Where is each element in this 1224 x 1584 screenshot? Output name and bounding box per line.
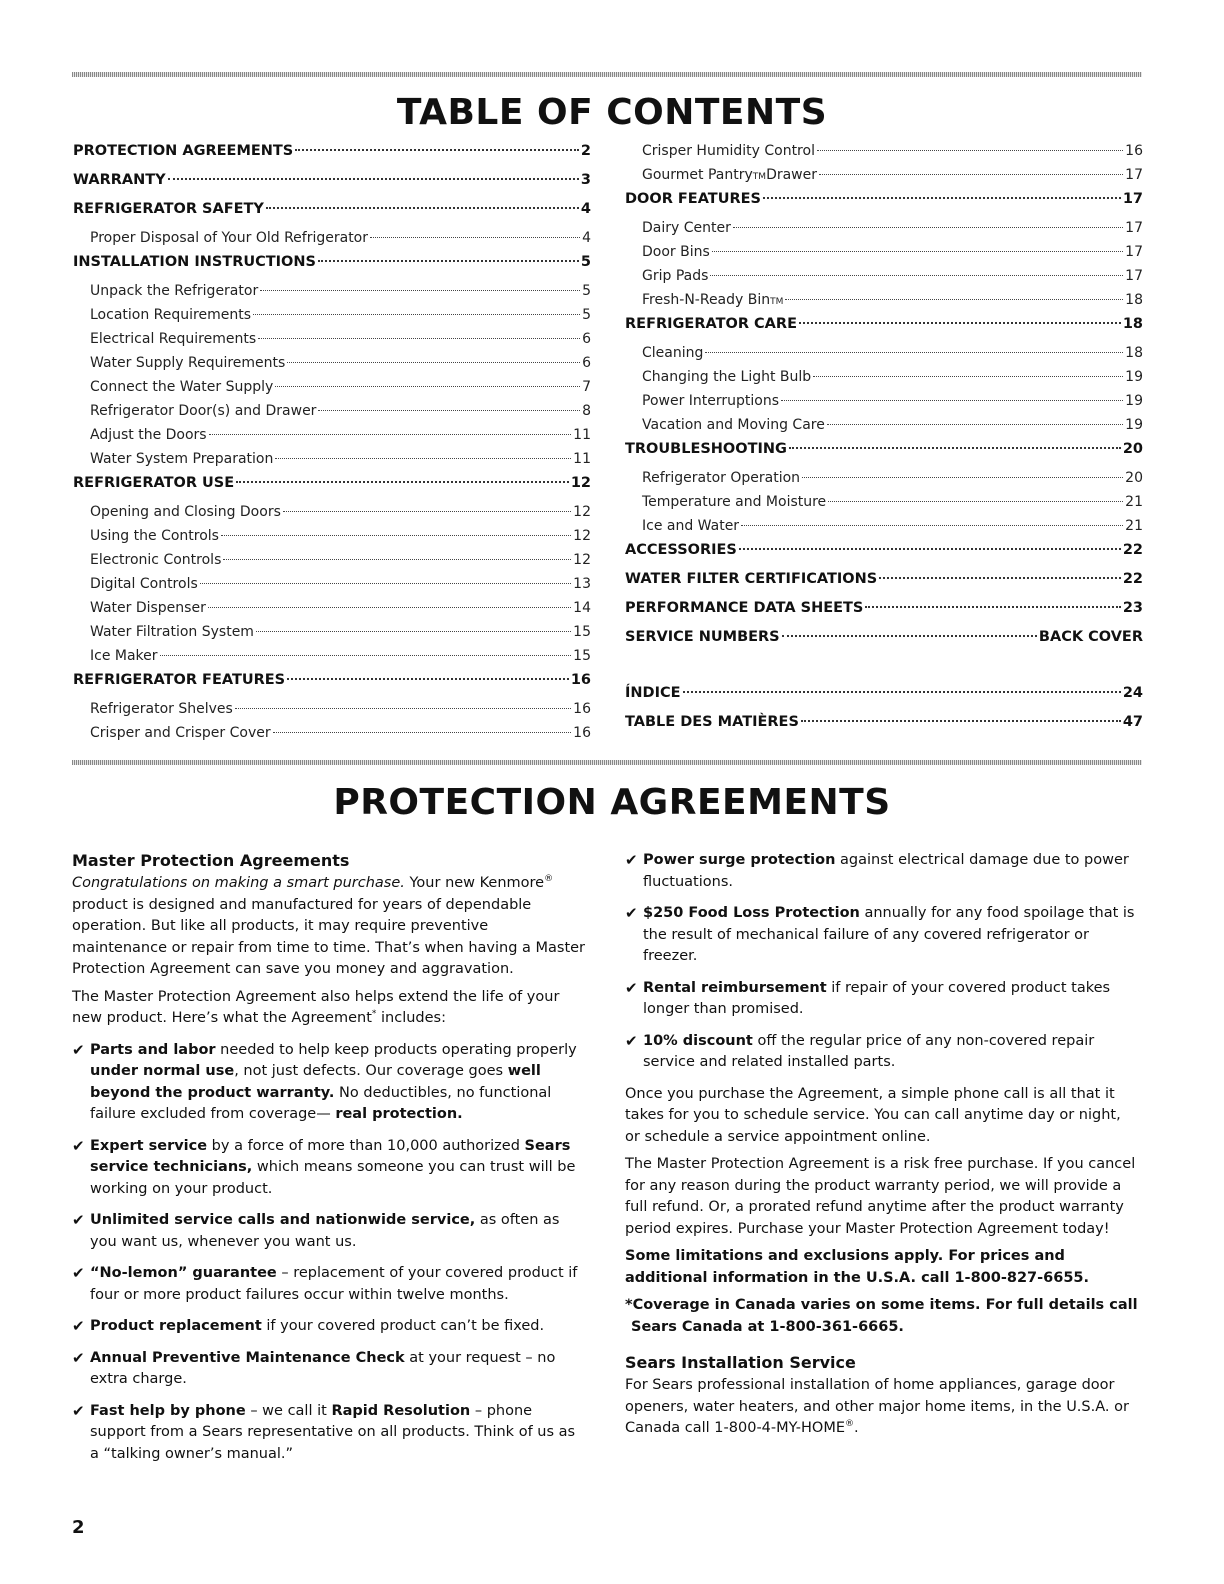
toc-section-entry — [73, 143, 591, 172]
toc-dot-leader — [712, 251, 1123, 252]
toc-dot-leader — [160, 655, 572, 656]
toc-page-number: 6 — [582, 355, 591, 371]
toc-dot-leader — [763, 197, 1121, 199]
toc-dot-leader — [739, 548, 1121, 550]
toc-page-number: 18 — [1125, 345, 1143, 361]
toc-section-entry — [625, 629, 1143, 658]
toc-entry-label: Refrigerator Operation — [642, 470, 801, 486]
toc-subsection-entry — [625, 518, 1143, 542]
toc-dot-leader — [235, 708, 571, 709]
bullet-food-loss: ✔ $250 Food Loss Protection annually for any food spoilage that is the result of mechanical failure of any covered refrigerator or freezer. — [625, 904, 1135, 964]
toc-dot-leader — [817, 150, 1123, 151]
bullet-unlimited-service: ✔ Unlimited service calls and nationwide service, as often as you want us, whenever you want us. — [72, 1211, 560, 1250]
check-icon: ✔ — [72, 1317, 85, 1335]
toc-entry-label: REFRIGERATOR SAFETY — [73, 201, 264, 217]
toc-entry-label: SERVICE NUMBERS — [625, 629, 780, 645]
toc-dot-leader — [200, 583, 571, 584]
toc-page-number: 8 — [582, 403, 591, 419]
toc-section-entry — [625, 714, 1143, 743]
bullet-rental-reimbursement: ✔ Rental reimbursement if repair of your covered product takes longer than promised. — [625, 978, 1111, 1017]
bullet-no-lemon: ✔ “No-lemon” guarantee – replacement of your covered product if four or more product failures occur within twelve months. — [72, 1264, 578, 1303]
toc-dot-leader — [801, 720, 1121, 722]
toc-dot-leader — [273, 732, 572, 733]
toc-page-number: 14 — [573, 600, 591, 616]
toc-subsection-entry — [625, 220, 1143, 244]
check-icon: ✔ — [625, 851, 638, 869]
toc-dot-leader — [705, 352, 1123, 353]
toc-subsection-entry — [625, 393, 1143, 417]
intro-paragraph: Congratulations on making a smart purchase. Your new Kenmore® product is designed and manufactured for years of dependable operation. But like all products, it may require preventive maintenance or repair from time to time. That’s when having a Master Protection Agreement can save you money and aggravation. — [72, 874, 586, 977]
toc-page-number: 17 — [1125, 268, 1143, 284]
toc-subsection-entry — [73, 403, 591, 427]
toc-subsection-entry — [73, 528, 591, 552]
toc-page-number: 5 — [582, 307, 591, 323]
toc-dot-leader — [287, 678, 569, 680]
limitations-paragraph: Some limitations and exclusions apply. For prices and additional information in the U.S.A. call 1-800-827-6655. — [625, 1248, 1090, 1286]
check-icon: ✔ — [72, 1040, 85, 1059]
check-icon: ✔ — [625, 904, 638, 922]
toc-page-number: 12 — [573, 504, 591, 520]
bullet-fast-help: ✔ Fast help by phone – we call it Rapid Resolution – phone support from a Sears representative on all products. Think of us as a “talking owner’s manual.” — [72, 1401, 576, 1462]
toc-page-number: 18 — [1125, 292, 1143, 308]
toc-page-number: 4 — [582, 230, 591, 246]
toc-page-number: 16 — [1125, 143, 1143, 159]
toc-subsection-entry — [73, 725, 591, 749]
toc-entry-label: Cleaning — [642, 345, 704, 361]
toc-dot-leader — [370, 237, 580, 238]
toc-subsection-entry — [73, 504, 591, 528]
check-icon: ✔ — [72, 1401, 85, 1420]
bullet-annual-check: ✔ Annual Preventive Maintenance Check at your request – no extra charge. — [72, 1348, 556, 1387]
middle-divider — [72, 760, 1142, 765]
toc-page-number: 19 — [1125, 369, 1143, 385]
toc-section-entry — [73, 254, 591, 283]
toc-page-number: BACK COVER — [1038, 629, 1143, 645]
page-number: 2 — [72, 1517, 85, 1538]
installation-heading: Sears Installation Service — [625, 1353, 856, 1372]
check-icon: ✔ — [72, 1348, 85, 1367]
toc-section-entry — [73, 672, 591, 701]
toc-page-number: 6 — [582, 331, 591, 347]
includes-paragraph: The Master Protection Agreement also helps extend the life of your new product. Here’s what the Agreement* includes: — [72, 988, 560, 1026]
check-icon: ✔ — [625, 1031, 638, 1050]
toc-page-number: 12 — [570, 475, 591, 491]
toc-subsection-entry — [73, 283, 591, 307]
toc-page-number: 19 — [1125, 417, 1143, 433]
toc-dot-leader — [221, 535, 571, 536]
check-icon: ✔ — [72, 1264, 85, 1282]
toc-subsection-entry — [625, 268, 1143, 292]
toc-entry-label: Proper Disposal of Your Old Refrigerator — [90, 230, 369, 246]
toc-subsection-entry — [73, 379, 591, 403]
toc-dot-leader — [828, 501, 1123, 502]
toc-section-entry — [625, 685, 1143, 714]
check-icon: ✔ — [625, 978, 638, 997]
toc-page-number: 5 — [582, 283, 591, 299]
toc-section-entry — [625, 191, 1143, 220]
toc-subsection-entry — [625, 417, 1143, 441]
toc-dot-leader — [256, 631, 571, 632]
toc-page-number: 7 — [582, 379, 591, 395]
toc-right-column — [625, 143, 1143, 743]
toc-entry-label: Connect the Water Supply — [90, 379, 274, 395]
bullet-expert-service: ✔ Expert service by a force of more than 10,000 authorized Sears service technicians, which means someone you can trust will be working on your product. — [72, 1136, 576, 1197]
toc-dot-leader — [236, 481, 569, 483]
toc-section-entry — [625, 571, 1143, 600]
toc-section-entry — [73, 172, 591, 201]
toc-dot-leader — [295, 149, 579, 151]
toc-entry-label: Adjust the Doors — [90, 427, 207, 443]
toc-subsection-entry — [73, 576, 591, 600]
toc-dot-leader — [865, 606, 1120, 608]
toc-section-entry — [625, 542, 1143, 571]
top-divider — [72, 72, 1142, 77]
toc-entry-label: WARRANTY — [73, 172, 166, 188]
bullet-parts-and-labor: ✔ Parts and labor needed to help keep products operating properly under normal use, not just defects. Our coverage goes well beyond the product warranty. No deductibles, no functional failure excluded from coverage— real protection. — [72, 1040, 577, 1122]
check-icon: ✔ — [72, 1211, 85, 1229]
toc-dot-leader — [781, 400, 1123, 401]
toc-page-number: 5 — [580, 254, 591, 270]
toc-page-number: 19 — [1125, 393, 1143, 409]
toc-page-number: 17 — [1125, 167, 1143, 183]
toc-entry-label: DOOR FEATURES — [625, 191, 761, 207]
toc-entry-label: WATER FILTER CERTIFICATIONS — [625, 571, 878, 587]
protection-title: PROTECTION AGREEMENTS — [333, 782, 891, 823]
toc-subsection-entry — [73, 600, 591, 624]
toc-entry-label: Water Dispenser — [90, 600, 206, 616]
toc-dot-leader — [733, 227, 1123, 228]
toc-entry-label: ÍNDICE — [625, 685, 681, 701]
toc-page-number: 15 — [573, 624, 591, 640]
toc-subsection-entry — [73, 624, 591, 648]
toc-dot-leader — [789, 447, 1121, 449]
toc-page-number: 16 — [573, 701, 591, 717]
bullet-discount: ✔ 10% discount off the regular price of any non-covered repair service and related installed parts. — [625, 1031, 1095, 1070]
toc-entry-label: Refrigerator Shelves — [90, 701, 233, 717]
toc-entry-label: Opening and Closing Doors — [90, 504, 281, 520]
toc-dot-leader — [710, 275, 1123, 276]
check-icon: ✔ — [72, 1136, 85, 1155]
toc-entry-label: Grip Pads — [642, 268, 709, 284]
toc-entry-label: Vacation and Moving Care — [642, 417, 825, 433]
toc-subsection-entry — [73, 701, 591, 725]
toc-entry-label: Power Interruptions — [642, 393, 780, 409]
toc-page-number: 21 — [1125, 494, 1143, 510]
toc-dot-leader — [782, 635, 1037, 637]
toc-page-number: 2 — [580, 143, 591, 159]
toc-page-number: 11 — [573, 427, 591, 443]
bullet-power-surge: ✔ Power surge protection against electrical damage due to power fluctuations. — [625, 851, 1129, 890]
toc-subsection-entry — [73, 427, 591, 451]
toc-entry-label: Changing the Light Bulb — [642, 369, 812, 385]
toc-page-number: 15 — [573, 648, 591, 664]
toc-entry-label: Temperature and Moisture — [642, 494, 827, 510]
toc-dot-leader — [827, 424, 1123, 425]
toc-page-number: 17 — [1125, 244, 1143, 260]
toc-entry-label: Electronic Controls — [90, 552, 222, 568]
toc-subsection-entry: Fresh-N-Ready Bin TM 18 — [642, 292, 1143, 308]
toc-entry-label: Digital Controls — [90, 576, 198, 592]
toc-subsection-entry — [73, 331, 591, 355]
toc-entry-label: Door Bins — [642, 244, 710, 260]
toc-dot-leader — [879, 577, 1121, 579]
toc-entry-label: ACCESSORIES — [625, 542, 737, 558]
canada-footnote: *Coverage in Canada varies on some items. For full details call Sears Canada at 1-800-361-6665. — [625, 1297, 1138, 1335]
risk-free-paragraph: The Master Protection Agreement is a risk free purchase. If you cancel for any reason during the product warranty period, we will provide a full refund. Or, a prorated refund anytime after the product warranty period expires. Purchase your Master Protection Agreement today! — [625, 1156, 1136, 1237]
schedule-paragraph: Once you purchase the Agreement, a simple phone call is all that it takes for you to schedule service. You can call anytime day or night, or schedule a service appointment online. — [625, 1085, 1121, 1145]
toc-entry-label: INSTALLATION INSTRUCTIONS — [73, 254, 316, 270]
toc-entry-label: Crisper and Crisper Cover — [90, 725, 271, 741]
toc-page-number: 22 — [1122, 542, 1143, 558]
toc-section-entry — [625, 316, 1143, 345]
protection-left-column — [72, 850, 587, 1475]
toc-dot-leader — [253, 314, 580, 315]
toc-subsection-entry — [73, 230, 591, 254]
toc-title: TABLE OF CONTENTS — [396, 92, 828, 133]
toc-page-number: 18 — [1122, 316, 1143, 332]
toc-entry-label: Water Supply Requirements — [90, 355, 286, 371]
master-protection-heading: Master Protection Agreements — [72, 851, 350, 870]
toc-page-number: 3 — [580, 172, 591, 188]
toc-dot-leader — [741, 525, 1123, 526]
toc-dot-leader — [799, 322, 1121, 324]
toc-dot-leader — [209, 434, 572, 435]
toc-page-number: 23 — [1122, 600, 1143, 616]
toc-page-number: 47 — [1122, 714, 1143, 730]
toc-page-number: 12 — [573, 528, 591, 544]
toc-dot-leader — [287, 362, 580, 363]
toc-subsection-entry — [625, 494, 1143, 518]
toc-subsection-entry — [625, 345, 1143, 369]
toc-entry-label: Using the Controls — [90, 528, 219, 544]
toc-subsection-entry — [73, 451, 591, 475]
toc-entry-label: Dairy Center — [642, 220, 731, 236]
toc-subsection-entry: Gourmet Pantry TM Drawer 17 — [642, 167, 1143, 183]
toc-dot-leader — [275, 386, 580, 387]
toc-page-number: 24 — [1122, 685, 1143, 701]
toc-entry-label: PROTECTION AGREEMENTS — [73, 143, 294, 159]
toc-entry-label: Fresh-N-Ready Bin — [642, 292, 771, 308]
toc-entry-label: TABLE DES MATIÈRES — [625, 714, 799, 730]
toc-entry-label: REFRIGERATOR CARE — [625, 316, 797, 332]
toc-page-number: 11 — [573, 451, 591, 467]
toc-entry-label: PERFORMANCE DATA SHEETS — [625, 600, 864, 616]
toc-page-number: 21 — [1125, 518, 1143, 534]
toc-dot-leader — [283, 511, 571, 512]
toc-page-number: 12 — [573, 552, 591, 568]
toc-subsection-entry — [625, 369, 1143, 393]
toc-dot-leader — [258, 338, 580, 339]
toc-page-number: 17 — [1125, 220, 1143, 236]
toc-dot-leader — [275, 458, 571, 459]
toc-page-number: 4 — [580, 201, 591, 217]
toc-dot-leader — [260, 290, 580, 291]
toc-dot-leader — [819, 174, 1123, 175]
toc-dot-leader — [208, 607, 571, 608]
toc-entry-label: Electrical Requirements — [90, 331, 257, 347]
toc-entry-label: Crisper Humidity Control — [642, 143, 815, 159]
toc-entry-label: Ice Maker — [90, 648, 158, 664]
protection-right-column — [625, 850, 1140, 1446]
toc-entry-label: Location Requirements — [90, 307, 251, 323]
toc-dot-leader — [318, 410, 580, 411]
toc-dot-leader — [813, 376, 1123, 377]
installation-paragraph: For Sears professional installation of home appliances, garage door openers, water heaters, and other major home items, in the U.S.A. or Canada call 1-800-4-MY-HOME®. — [625, 1377, 1129, 1436]
toc-dot-leader — [168, 178, 579, 180]
toc-dot-leader — [223, 559, 571, 560]
toc-page-number: 20 — [1125, 470, 1143, 486]
toc-entry-label-suffix: Drawer — [766, 167, 817, 183]
toc-page-number: 20 — [1122, 441, 1143, 457]
toc-entry-label: Water Filtration System — [90, 624, 254, 640]
toc-page-number: 16 — [573, 725, 591, 741]
toc-entry-label: Refrigerator Door(s) and Drawer — [90, 403, 317, 419]
toc-entry-label: Gourmet Pantry — [642, 167, 753, 183]
toc-entry-label: Unpack the Refrigerator — [90, 283, 259, 299]
toc-entry-label: Ice and Water — [642, 518, 740, 534]
toc-dot-leader — [266, 207, 579, 209]
toc-dot-leader — [802, 477, 1123, 478]
toc-section-entry — [625, 600, 1143, 629]
toc-subsection-entry — [73, 552, 591, 576]
toc-page-number: 13 — [573, 576, 591, 592]
toc-section-entry — [73, 475, 591, 504]
toc-page-number: 22 — [1122, 571, 1143, 587]
toc-left-column — [73, 143, 591, 749]
toc-subsection-entry — [73, 307, 591, 331]
toc-entry-label: TROUBLESHOOTING — [625, 441, 787, 457]
toc-dot-leader — [683, 691, 1121, 693]
bullet-product-replacement: ✔ Product replacement if your covered product can’t be fixed. — [72, 1316, 587, 1338]
toc-subsection-entry — [625, 470, 1143, 494]
toc-subsection-entry — [73, 648, 591, 672]
toc-subsection-entry — [625, 244, 1143, 268]
toc-section-entry — [73, 201, 591, 230]
toc-section-entry — [625, 441, 1143, 470]
toc-subsection-entry — [625, 143, 1143, 167]
toc-dot-leader — [785, 299, 1123, 300]
toc-dot-leader — [318, 260, 579, 262]
toc-subsection-entry — [73, 355, 591, 379]
toc-entry-label: REFRIGERATOR USE — [73, 475, 235, 491]
toc-entry-label: Water System Preparation — [90, 451, 274, 467]
toc-entry-label: REFRIGERATOR FEATURES — [73, 672, 286, 688]
toc-page-number: 17 — [1122, 191, 1143, 207]
toc-page-number: 16 — [570, 672, 591, 688]
